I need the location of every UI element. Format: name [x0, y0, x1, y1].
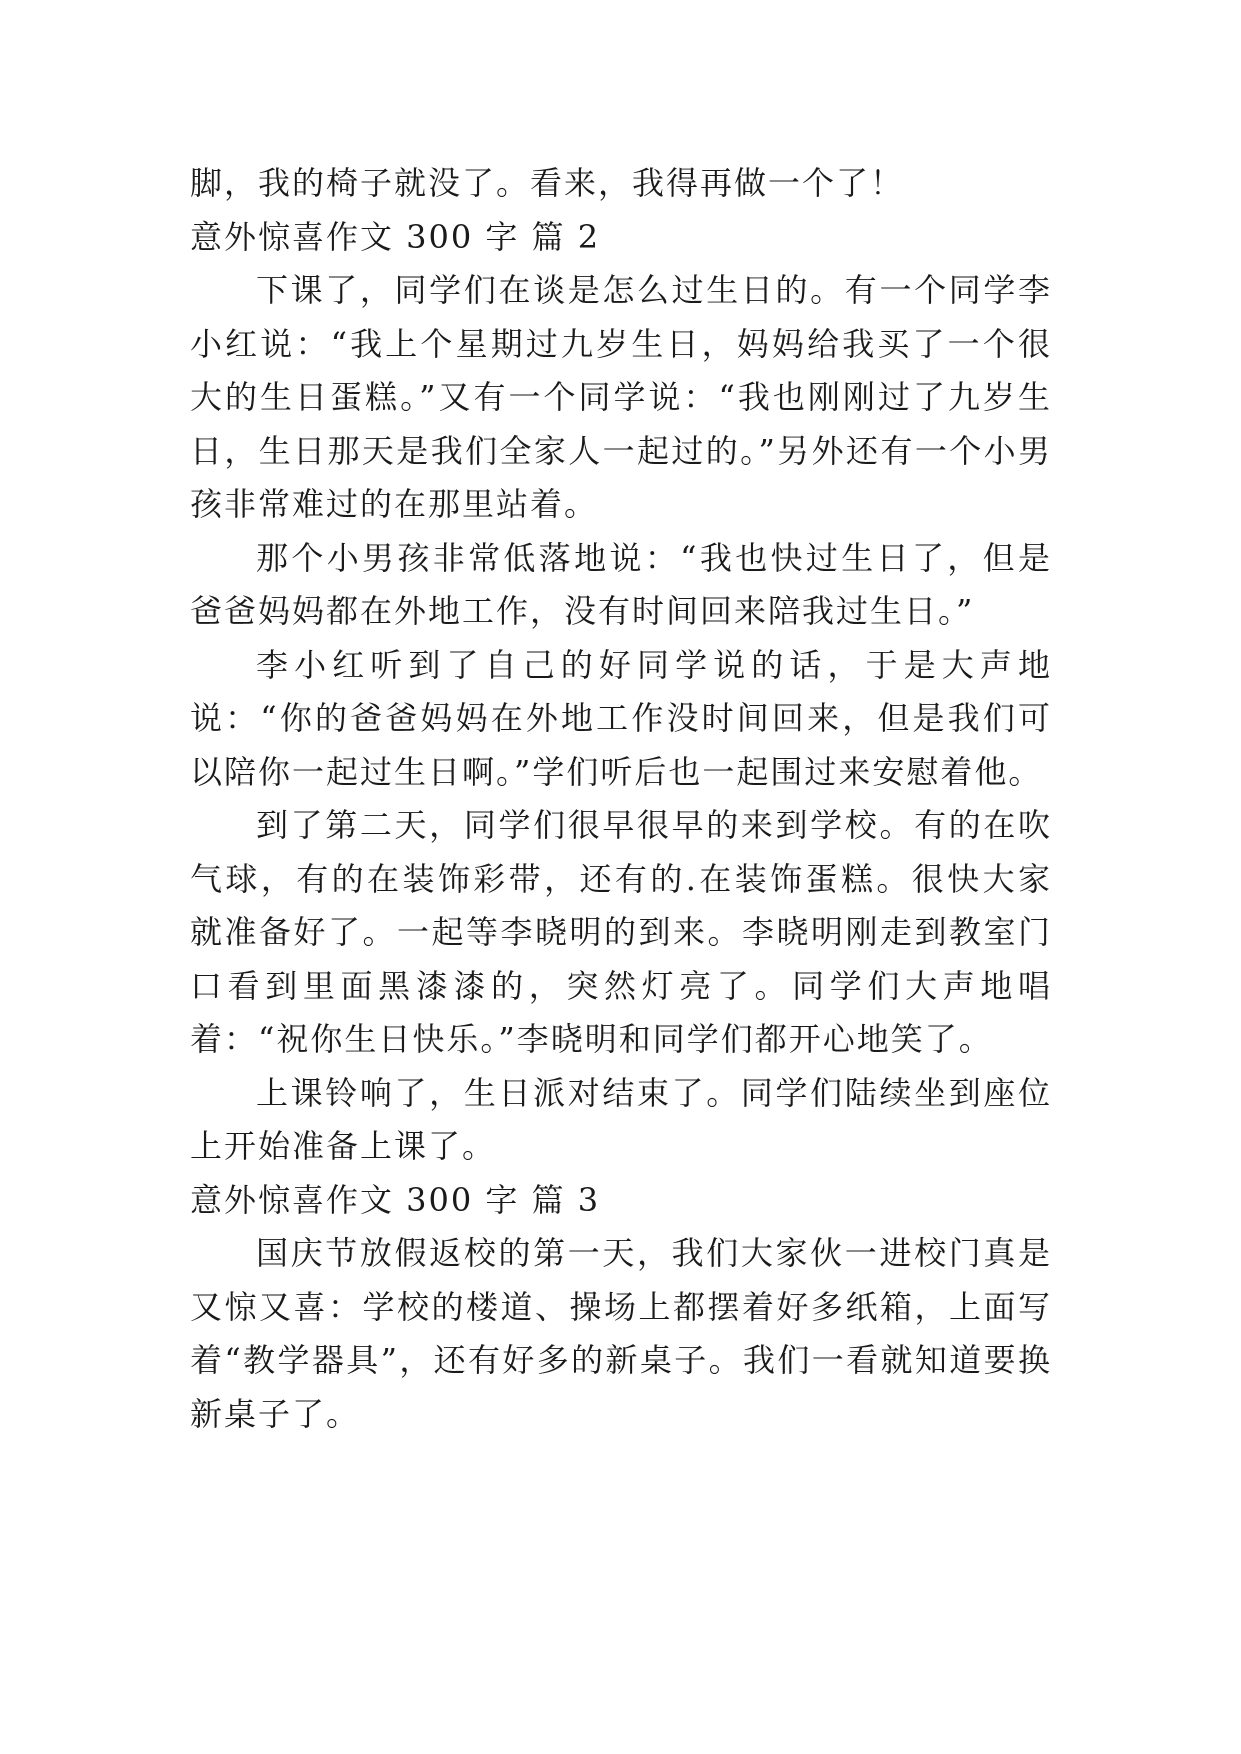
section-heading: 意外惊喜作文 300 字 篇 2 [190, 217, 601, 256]
body-paragraph: 国庆节放假返校的第一天，我们大家伙一进校门真是又惊又喜：学校的楼道、操场上都摆着好多纸箱，上面写着“教学器具”，还有好多的新桌子。我们一看就知道要换新桌子了。 [190, 1234, 1052, 1433]
body-paragraph: 上课铃响了，生日派对结束了。同学们陆续坐到座位上开始准备上课了。 [190, 1073, 1052, 1165]
body-paragraph: 那个小男孩非常低落地说：“我也快过生日了，但是爸爸妈妈都在外地工作，没有时间回来陪我过生日。” [190, 538, 1052, 630]
body-paragraph: 到了第二天，同学们很早很早的来到学校。有的在吹气球，有的在装饰彩带，还有的.在装饰蛋糕。很快大家就准备好了。一起等李晓明的到来。李晓明刚走到教室门口看到里面黑漆漆的，突然灯亮了。同学们大声地唱着：“祝你生日快乐。”李晓明和同学们都开心地笑了。 [190, 806, 1052, 1058]
continuation-paragraph: 脚，我的椅子就没了。看来，我得再做一个了！ [190, 164, 905, 202]
body-paragraph: 李小红听到了自己的好同学说的话，于是大声地说：“你的爸爸妈妈在外地工作没时间回来，但是我们可以陪你一起过生日啊。”学们听后也一起围过来安慰着他。 [190, 645, 1052, 791]
body-paragraph: 下课了，同学们在谈是怎么过生日的。有一个同学李小红说：“我上个星期过九岁生日，妈妈给我买了一个很大的生日蛋糕。”又有一个同学说：“我也刚刚过了九岁生日，生日那天是我们全家人一起过的。”另外还有一个小男孩非常难过的在那里站着。 [190, 271, 1052, 523]
section-heading: 意外惊喜作文 300 字 篇 3 [190, 1180, 601, 1219]
document-body [190, 157, 1052, 1441]
